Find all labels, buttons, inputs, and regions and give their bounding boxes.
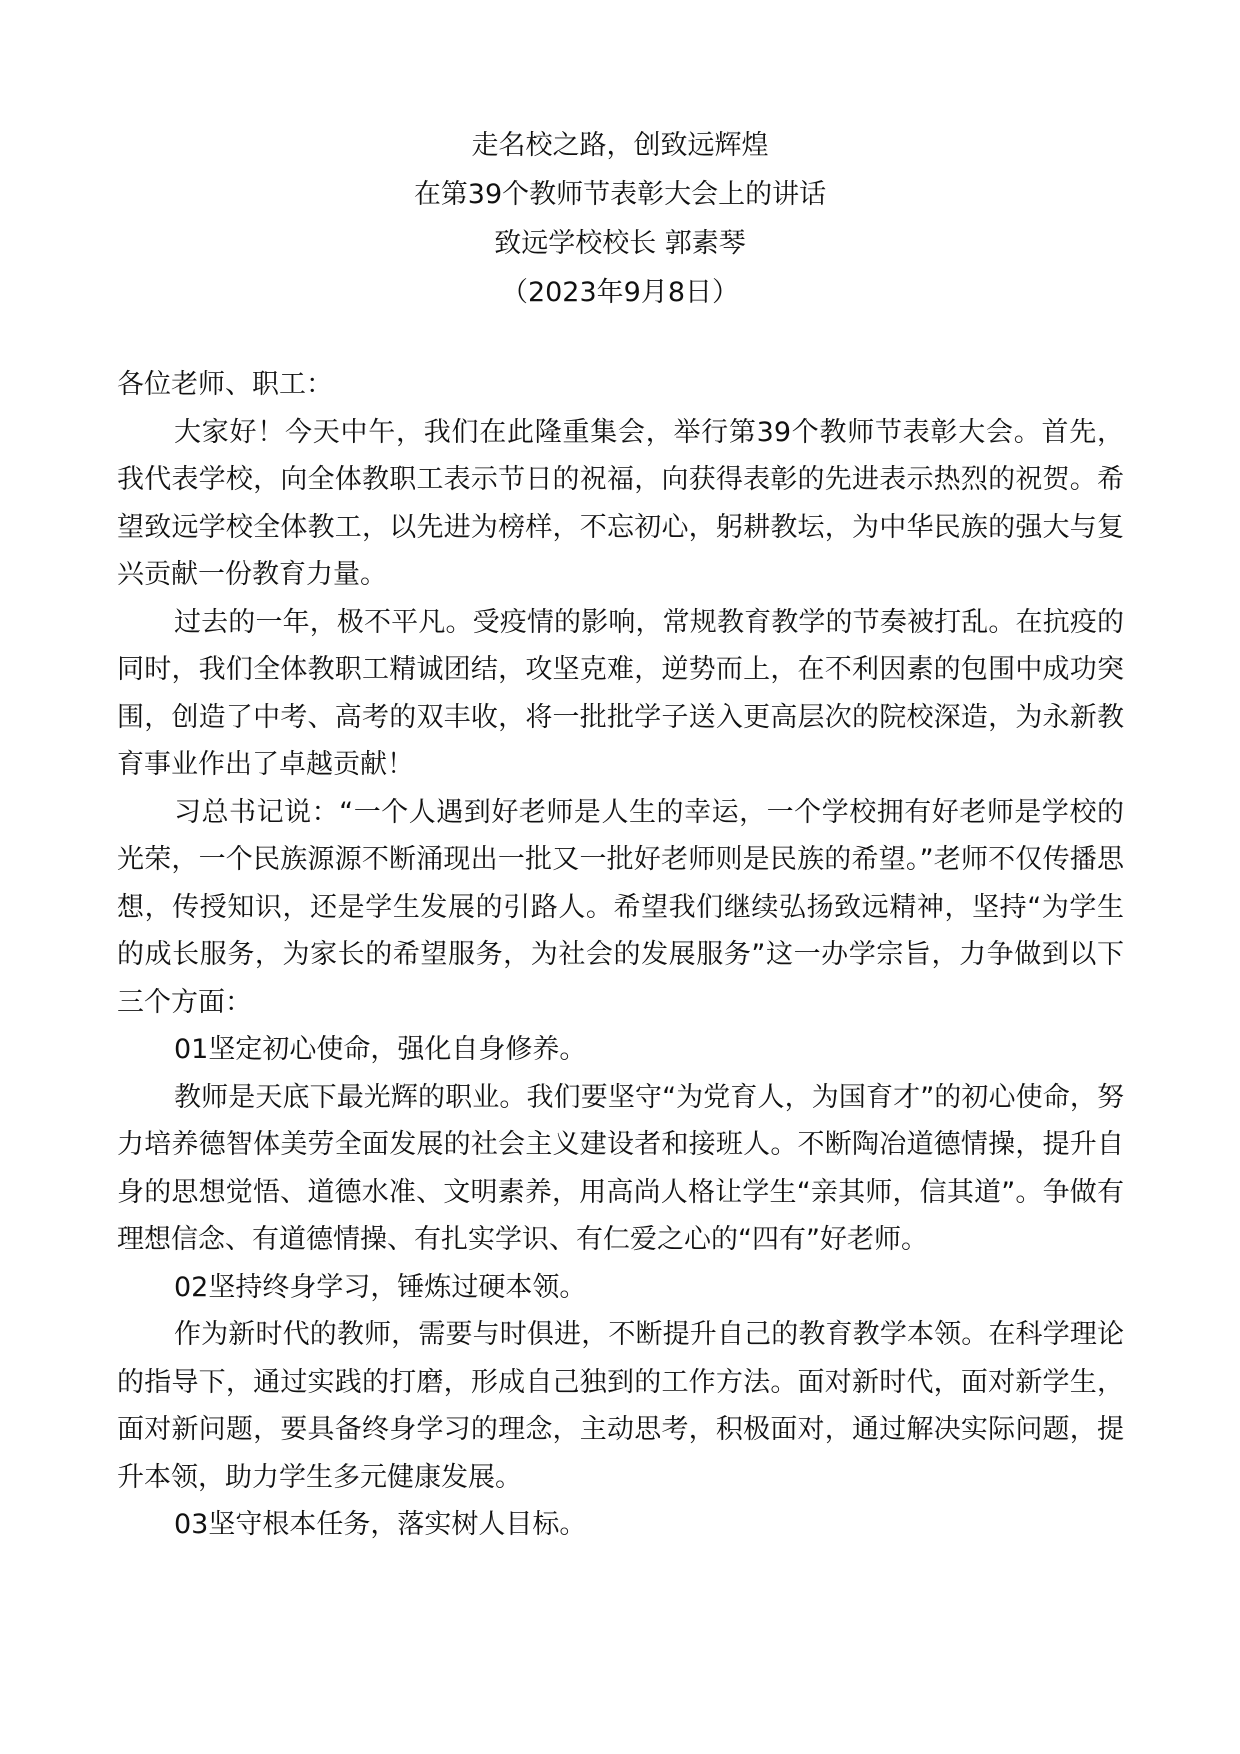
section-heading-01: 01坚定初心使命，强化自身修养。 [174,1034,587,1065]
speech-header [0,121,1240,317]
section-text-01: 教师是天底下最光辉的职业。我们要坚守“为党育人，为国育才”的初心使命，努力培养德智体美劳全面发展的社会主义建设者和接班人。不断陶冶道德情操，提升自身的思想觉悟、道德水准、文明素养，用高尚人格让学生“亲其师，信其道”。争做有理想信念、有道德情操、有扎实学识、有仁爱之心的“四有”好老师。 [117,1081,1124,1255]
speech-title: 走名校之路，创致远辉煌 [471,130,769,161]
section-text-02: 作为新时代的教师，需要与时俱进，不断提升自己的教育教学本领。在科学理论的指导下，通过实践的打磨，形成自己独到的工作方法。面对新时代，面对新学生，面对新问题，要具备终身学习的理念，主动思考，积极面对，通过解决实际问题，提升本领，助力学生多元健康发展。 [117,1319,1124,1493]
speech-date: （2023年9月8日） [500,277,740,308]
paragraph-review: 过去的一年，极不平凡。受疫情的影响，常规教育教学的节奏被打乱。在抗疫的同时，我们全体教职工精诚团结，攻坚克难，逆势而上，在不利因素的包围中成功突围，创造了中考、高考的双丰收，将一批批学子送入更高层次的院校深造，为永新教育事业作出了卓越贡献！ [117,606,1124,780]
paragraph-quote: 习总书记说：“一个人遇到好老师是人生的幸运，一个学校拥有好老师是学校的光荣，一个民族源源不断涌现出一批又一批好老师则是民族的希望。”老师不仅传播思想，传授知识，还是学生发展的引路人。希望我们继续弘扬致远精神，坚持“为学生的成长服务，为家长的希望服务，为社会的发展服务”这一办学宗旨，力争做到以下三个方面： [117,796,1124,1018]
speech-subtitle: 在第39个教师节表彰大会上的讲话 [413,179,827,210]
section-heading-03: 03坚守根本任务，落实树人目标。 [174,1509,587,1540]
speech-body [117,361,1124,1549]
paragraph-greeting: 大家好！今天中午，我们在此隆重集会，举行第39个教师节表彰大会。首先，我代表学校，向全体教职工表示节日的祝福，向获得表彰的先进表示热烈的祝贺。希望致远学校全体教工，以先进为榜样，不忘初心，躬耕教坛，为中华民族的强大与复兴贡献一份教育力量。 [117,416,1124,590]
speaker-line: 致远学校校长 郭素琴 [494,228,746,259]
salutation: 各位老师、职工： [117,369,333,400]
section-heading-02: 02坚持终身学习，锤炼过硬本领。 [174,1271,587,1303]
